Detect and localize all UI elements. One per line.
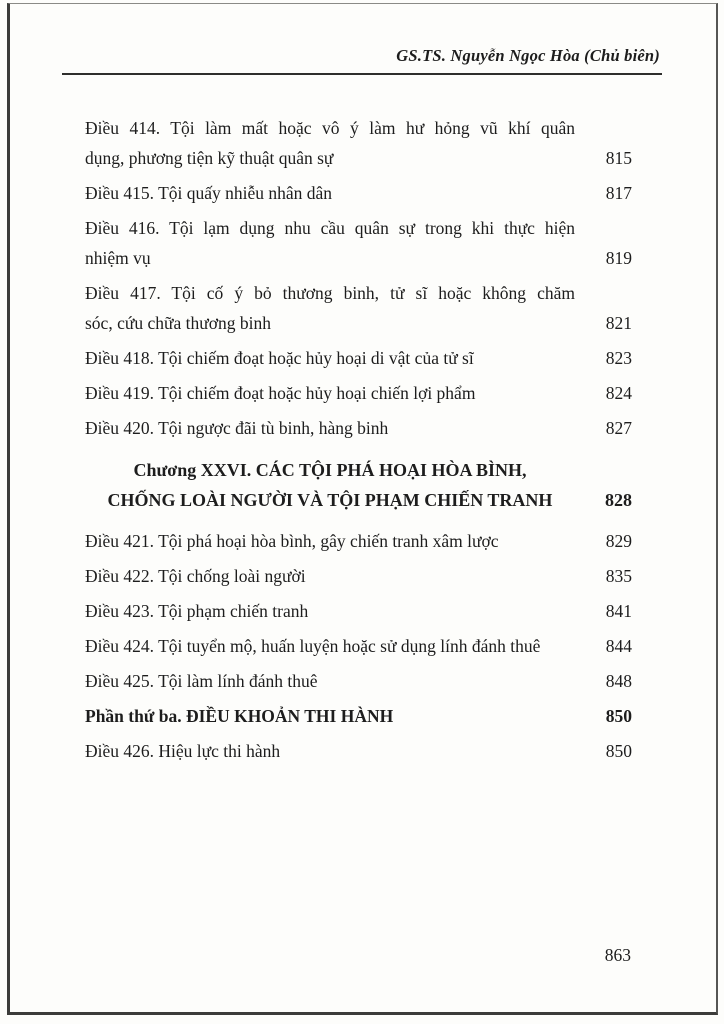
toc-entry	[85, 561, 632, 591]
header-rule	[62, 73, 662, 75]
toc-entry-page: 823	[605, 348, 632, 368]
toc-entry-label: Điều 418. Tội chiếm đoạt hoặc hủy hoại di vật của tử sĩ	[85, 348, 474, 368]
toc-entry	[85, 413, 632, 443]
toc-entry-page: 824	[605, 383, 632, 403]
toc-entry-page: 829	[605, 531, 632, 551]
toc-entry	[85, 736, 632, 766]
toc-entry-label: Điều 425. Tội làm lính đánh thuê	[85, 671, 318, 691]
footer-page-number: 863	[604, 945, 631, 965]
toc-entry-label: Điều 419. Tội chiếm đoạt hoặc hủy hoại chiến lợi phẩm	[85, 383, 476, 403]
toc-entry-page: 850	[605, 706, 632, 726]
toc-entry	[85, 278, 632, 338]
toc-entry-page: 821	[605, 313, 632, 333]
toc-entry-label: Điều 414. Tội làm mất hoặc vô ý làm hư hỏng vũ khí quân dụng, phương tiện kỹ thuật quân sự	[85, 118, 575, 168]
toc-entry-label: Điều 421. Tội phá hoại hòa bình, gây chiến tranh xâm lược	[85, 531, 499, 551]
toc-entry-label: Điều 420. Tội ngược đãi tù binh, hàng binh	[85, 418, 389, 438]
toc-entry	[85, 666, 632, 696]
toc-entry-page: 850	[605, 741, 632, 761]
toc-entry-page: 827	[605, 418, 632, 438]
toc-entry-page: 819	[605, 248, 632, 268]
toc-entry	[85, 455, 632, 515]
toc-entry-page: 828	[605, 490, 632, 510]
toc-entry-page: 841	[605, 601, 632, 621]
toc-entry-label: Điều 423. Tội phạm chiến tranh	[85, 601, 309, 621]
toc-entry	[85, 378, 632, 408]
toc-entry-page: 817	[605, 183, 632, 203]
toc-entry-page: 844	[605, 636, 632, 656]
toc-entry-label: Điều 422. Tội chống loài người	[85, 566, 306, 586]
toc-entry	[85, 213, 632, 273]
toc-entry-page: 815	[605, 148, 632, 168]
toc-entry-label: Điều 417. Tội cố ý bỏ thương binh, tử sĩ hoặc không chăm sóc, cứu chữa thương binh	[85, 283, 575, 333]
toc-entry-label: Điều 426. Hiệu lực thi hành	[85, 741, 281, 761]
toc-entry	[85, 343, 632, 373]
toc-entry	[85, 631, 632, 661]
toc-entry	[85, 701, 632, 731]
toc-entry	[85, 526, 632, 556]
header-author: GS.TS. Nguyễn Ngọc Hòa (Chủ biên)	[396, 46, 660, 65]
page-header	[64, 46, 660, 66]
toc-entry-label: Điều 415. Tội quấy nhiễu nhân dân	[85, 183, 333, 203]
toc-entry	[85, 596, 632, 626]
toc-entry-label: Điều 424. Tội tuyển mộ, huấn luyện hoặc sử dụng lính đánh thuê	[85, 636, 541, 656]
toc-entry-page: 848	[605, 671, 632, 691]
toc-list	[85, 113, 632, 766]
toc-entry	[85, 113, 632, 173]
toc-entry	[85, 178, 632, 208]
toc-entry-label: Chương XXVI. CÁC TỘI PHÁ HOẠI HÒA BÌNH, CHỐNG LOÀI NGƯỜI VÀ TỘI PHẠM CHIẾN TRANH	[107, 460, 553, 510]
toc-entry-label: Phần thứ ba. ĐIỀU KHOẢN THI HÀNH	[85, 706, 394, 726]
toc-entry-page: 835	[605, 566, 632, 586]
toc-entry-label: Điều 416. Tội lạm dụng nhu cầu quân sự trong khi thực hiện nhiệm vụ	[85, 218, 575, 268]
